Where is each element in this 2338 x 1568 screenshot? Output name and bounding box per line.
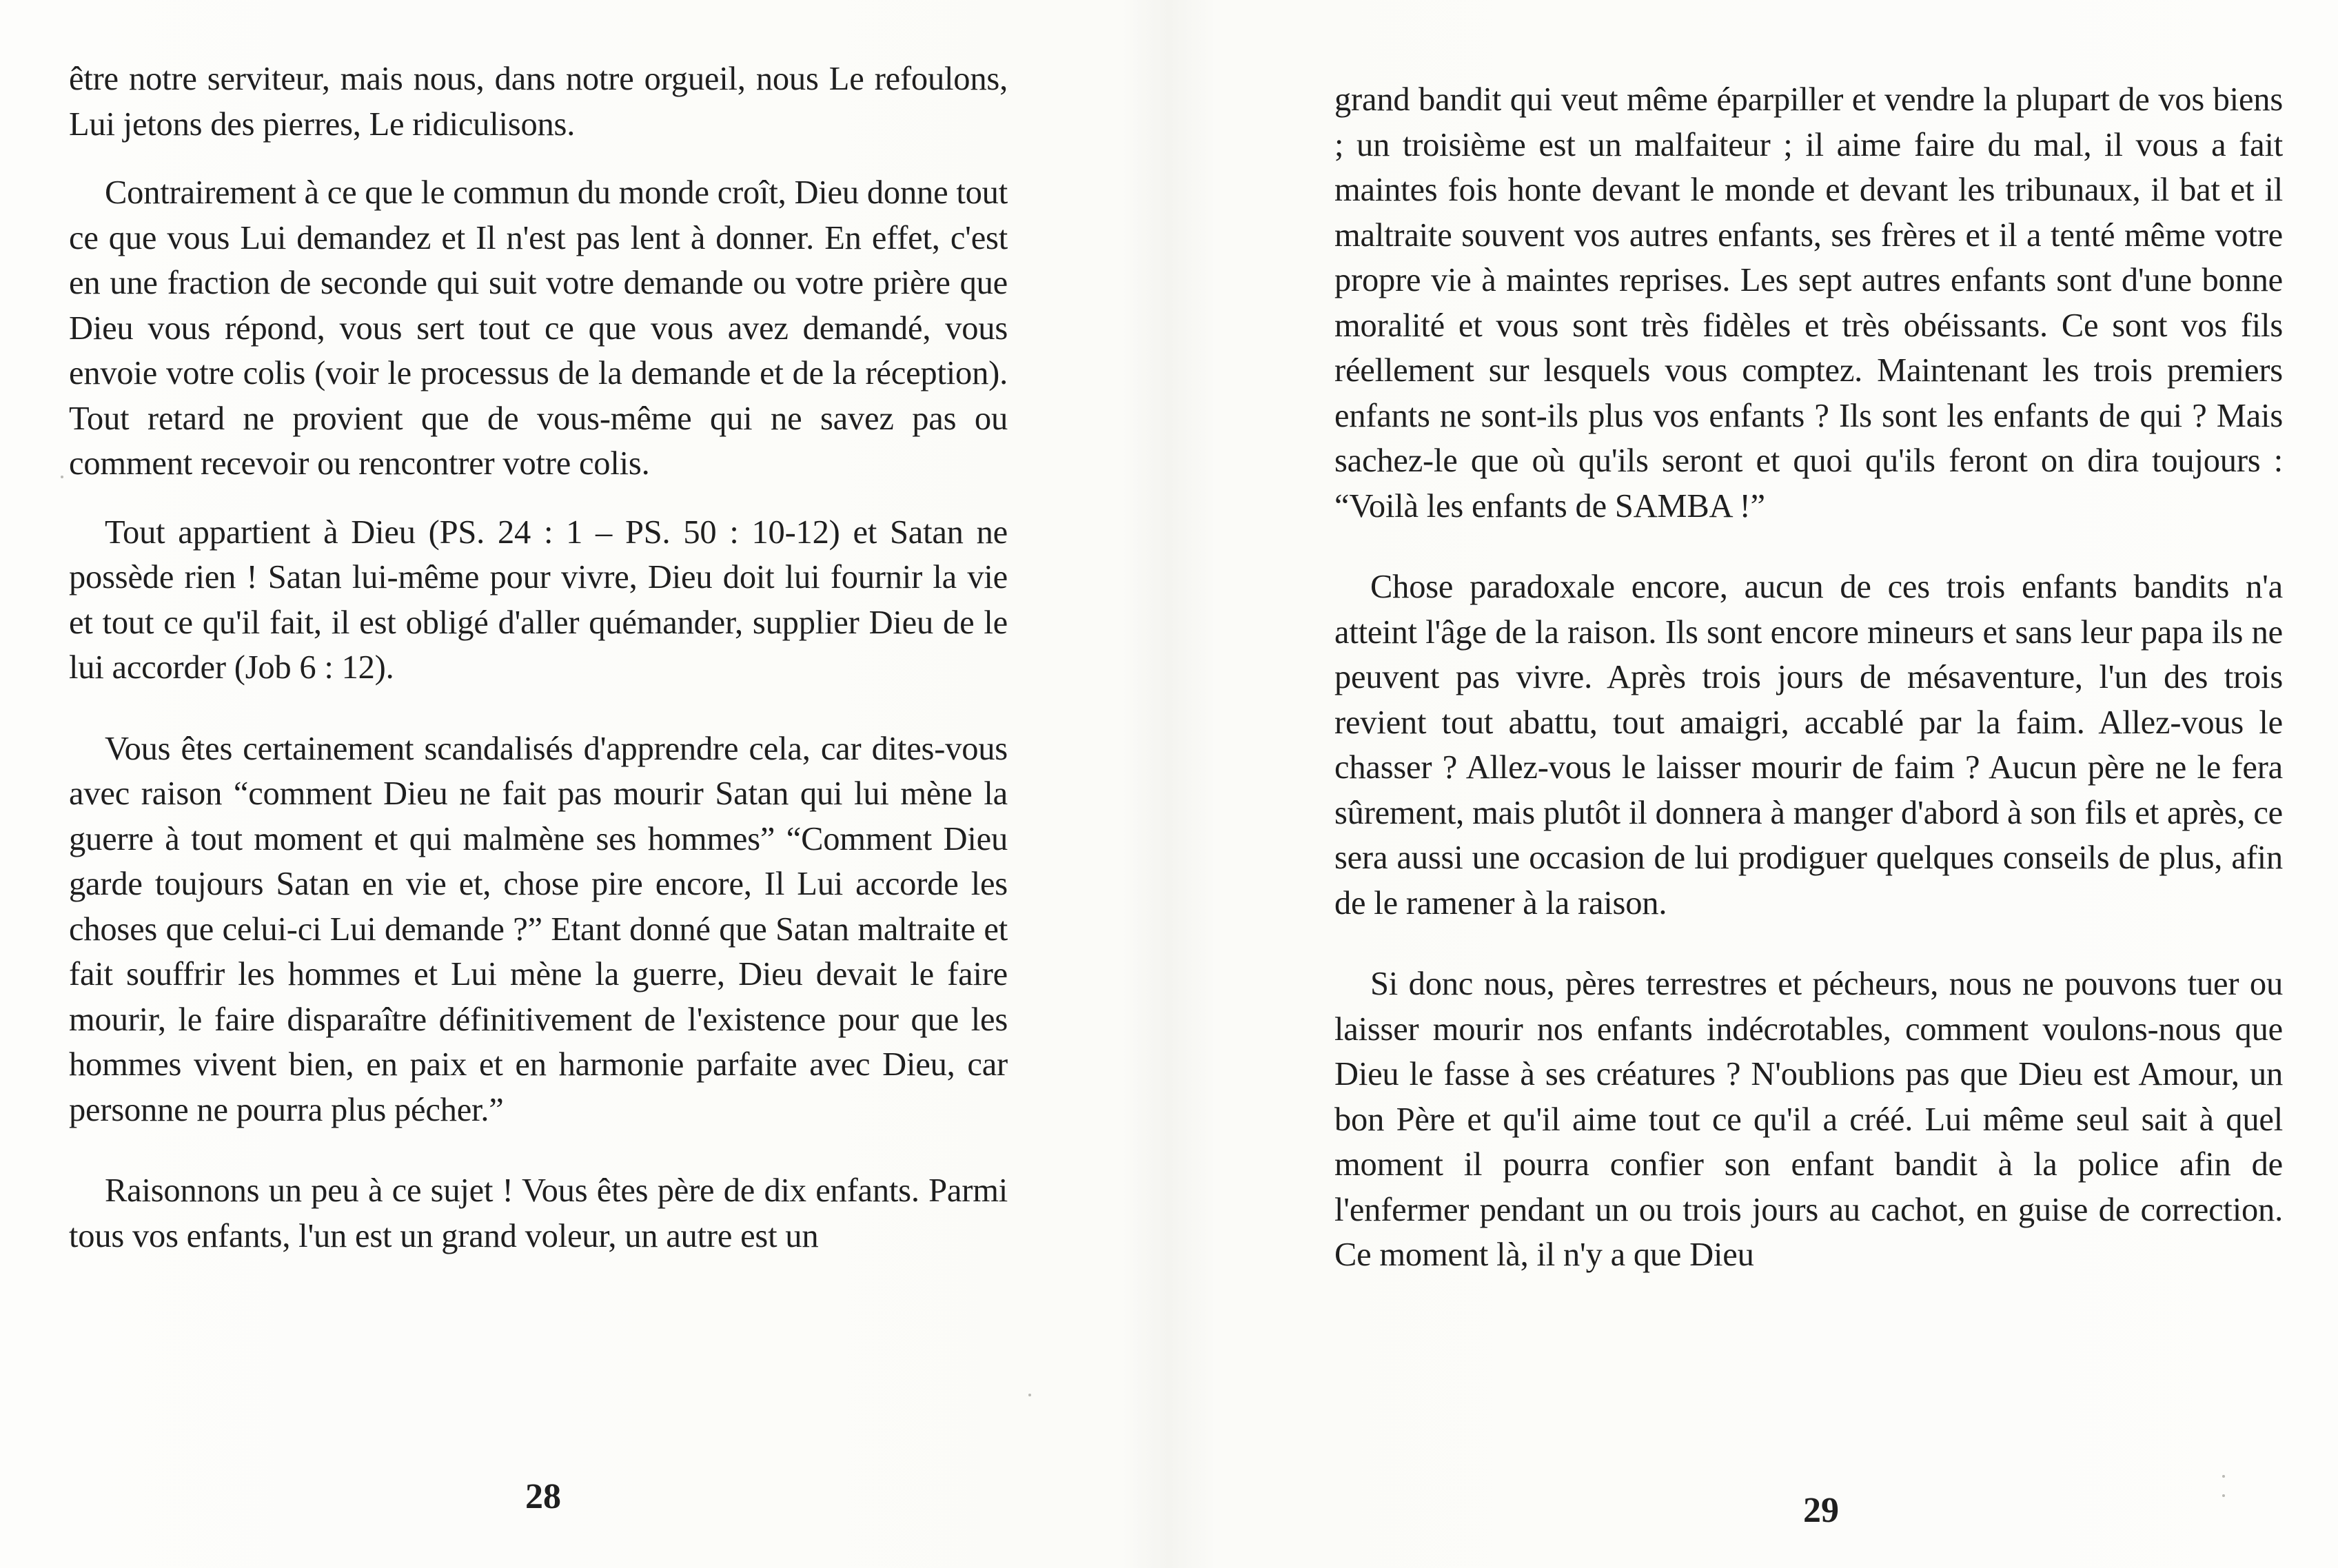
page-number: 29 bbox=[1803, 1491, 1839, 1530]
paper-speck bbox=[2222, 1494, 2225, 1497]
paper-speck bbox=[2222, 1475, 2225, 1478]
left-page-text bbox=[69, 57, 1008, 1259]
right-page-text bbox=[1334, 77, 2283, 1278]
page-number: 28 bbox=[525, 1477, 561, 1516]
paragraph: grand bandit qui veut même éparpiller et vendre la plupart de vos biens ; un troisième est un malfaiteur ; il aime faire du mal, il vous a fait maintes fois honte devant le monde et devant les tribunaux, il bat et il maltraite souvent vos autres enfants, ses frères et il a tenté même votre propre vie à maintes reprises. Les sept autres enfants sont d'une bonne moralité et vous sont très fidèles et très obéissants. Ce sont vos fils réellement sur lesquels vous comptez. Maintenant les trois premiers enfants ne sont-ils plus vos enfants ? Ils sont les enfants de qui ? Mais sachez-le que où qu'ils seront et quoi qu'ils feront on dira toujours : “Voilà les enfants de SAMBA !” bbox=[1334, 81, 2283, 525]
paragraph: Vous êtes certainement scandalisés d'apprendre cela, car dites-vous avec raison “comment Dieu ne fait pas mourir Satan qui lui mène la guerre à tout moment et qui malmène ses hommes” “Comment Dieu garde toujours Satan en vie et, chose pire encore, Il Lui accorde les choses que celui-ci Lui demande ?” Etant donné que Satan maltraite et fait souffrir les hommes et Lui mène la guerre, Dieu devait le faire mourir, le faire disparaître définitivement de l'existence pour que les hommes vivent bien, en paix et en harmonie parfaite avec Dieu, car personne ne pourra plus pécher.” bbox=[69, 730, 1008, 1128]
paper-speck bbox=[1028, 1394, 1031, 1396]
paragraph: Raisonnons un peu à ce sujet ! Vous êtes père de dix enfants. Parmi tous vos enfants, l'un est un grand voleur, un autre est un bbox=[69, 1172, 1008, 1254]
paragraph: Chose paradoxale encore, aucun de ces trois enfants bandits n'a atteint l'âge de la raison. Ils sont encore mineurs et sans leur papa ils ne peuvent pas vivre. Après trois jours de mésaventure, l'un des trois revient tout abattu, tout amaigri, accablé par la faim. Allez-vous le chasser ? Allez-vous le laisser mourir de faim ? Aucun père ne le fera sûrement, mais plutôt il donnera à manger d'abord à son fils et après, ce sera aussi une occasion de lui prodiguer quelques conseils de plus, afin de le ramener à la raison. bbox=[1334, 569, 2283, 922]
paragraph: Contrairement à ce que le commun du monde croît, Dieu donne tout ce que vous Lui demandez et Il n'est pas lent à donner. En effet, c'est en une fraction de seconde qui suit votre demande ou votre prière que Dieu vous répond, vous sert tout ce que vous avez demandé, vous envoie votre colis (voir le processus de la demande et de la réception). Tout retard ne provient que de vous-même qui ne savez pas ou comment recevoir ou rencontrer votre colis. bbox=[69, 174, 1008, 482]
paragraph: Tout appartient à Dieu (PS. 24 : 1 – PS. 50 : 10-12) et Satan ne possède rien ! Satan lui-même pour vivre, Dieu doit lui fournir la vie et tout ce qu'il fait, il est obligé d'aller quémander, supplier Dieu de le lui accorder (Job 6 : 12). bbox=[69, 513, 1008, 686]
paragraph: être notre serviteur, mais nous, dans notre orgueil, nous Le refoulons, Lui jetons des pierres, Le ridiculisons. bbox=[69, 61, 1008, 143]
paper-speck bbox=[61, 476, 63, 478]
paragraph: Si donc nous, pères terrestres et pécheurs, nous ne pouvons tuer ou laisser mourir nos enfants indécrotables, comment voulons-nous que Dieu le fasse à ses créatures ? N'oublions pas que Dieu est Amour, un bon Père et qu'il aime tout ce qu'il a créé. Lui même seul sait à quel moment il pourra confier son enfant bandit à la police afin de l'enfermer pendant un ou trois jours au cachot, en guise de correction. Ce moment là, il n'y a que Dieu bbox=[1334, 966, 2283, 1273]
right-page bbox=[1169, 0, 2338, 1568]
